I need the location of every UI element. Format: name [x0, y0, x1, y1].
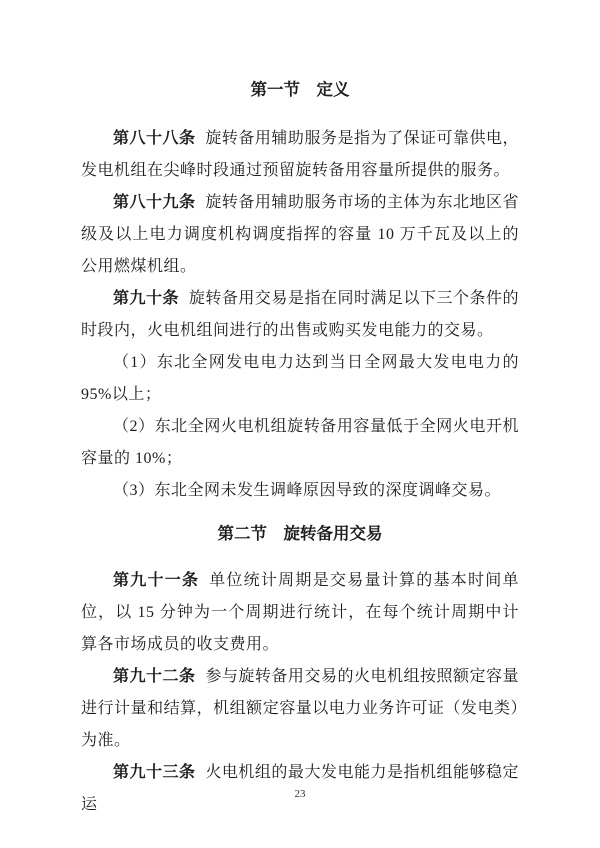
article-91-paragraph [81, 565, 519, 661]
condition-item-2: （2）东北全网火电机组旋转备用容量低于全网火电开机容量的 10%； [81, 418, 519, 467]
article-88-number: 第八十八条 [113, 130, 196, 147]
article-92-number: 第九十二条 [113, 668, 196, 685]
page-number: 23 [294, 788, 306, 800]
article-89-text: 旋转备用辅助服务市场的主体为东北地区省级及以上电力调度机构调度指挥的容量 10 万千瓦及以上的公用燃煤机组。 [81, 194, 519, 275]
article-93-number: 第九十三条 [113, 764, 196, 781]
article-93-text: 火电机组的最大发电能力是指机组能够稳定运 [81, 764, 519, 813]
condition-item-1: （1）东北全网发电电力达到当日全网最大发电电力的 95%以上； [81, 354, 519, 403]
article-91-text: 单位统计周期是交易量计算的基本时间单位，以 15 分钟为一个周期进行统计，在每个统计周期中计算各市场成员的收支费用。 [81, 572, 519, 653]
article-89-paragraph [81, 187, 519, 283]
article-90-number: 第九十条 [113, 290, 180, 307]
article-88-text: 旋转备用辅助服务是指为了保证可靠供电，发电机组在尖峰时段通过预留旋转备用容量所提供的服务。 [81, 130, 519, 179]
condition-item-3: （3）东北全网未发生调峰原因导致的深度调峰交易。 [113, 482, 502, 499]
article-88-paragraph [81, 123, 519, 187]
article-92-paragraph [81, 661, 519, 757]
article-90-paragraph [81, 283, 519, 347]
article-92-text: 参与旋转备用交易的火电机组按照额定容量进行计量和结算，机组额定容量以电力业务许可证（发电类）为准。 [81, 668, 519, 749]
article-91-number: 第九十一条 [113, 572, 200, 589]
section-heading-definitions: 第一节 定义 [250, 80, 350, 99]
section-heading-spinning-reserve-trading: 第二节 旋转备用交易 [217, 524, 383, 543]
article-89-number: 第八十九条 [113, 194, 196, 211]
article-90-text: 旋转备用交易是指在同时满足以下三个条件的时段内，火电机组间进行的出售或购买发电能力的交易。 [81, 290, 519, 339]
